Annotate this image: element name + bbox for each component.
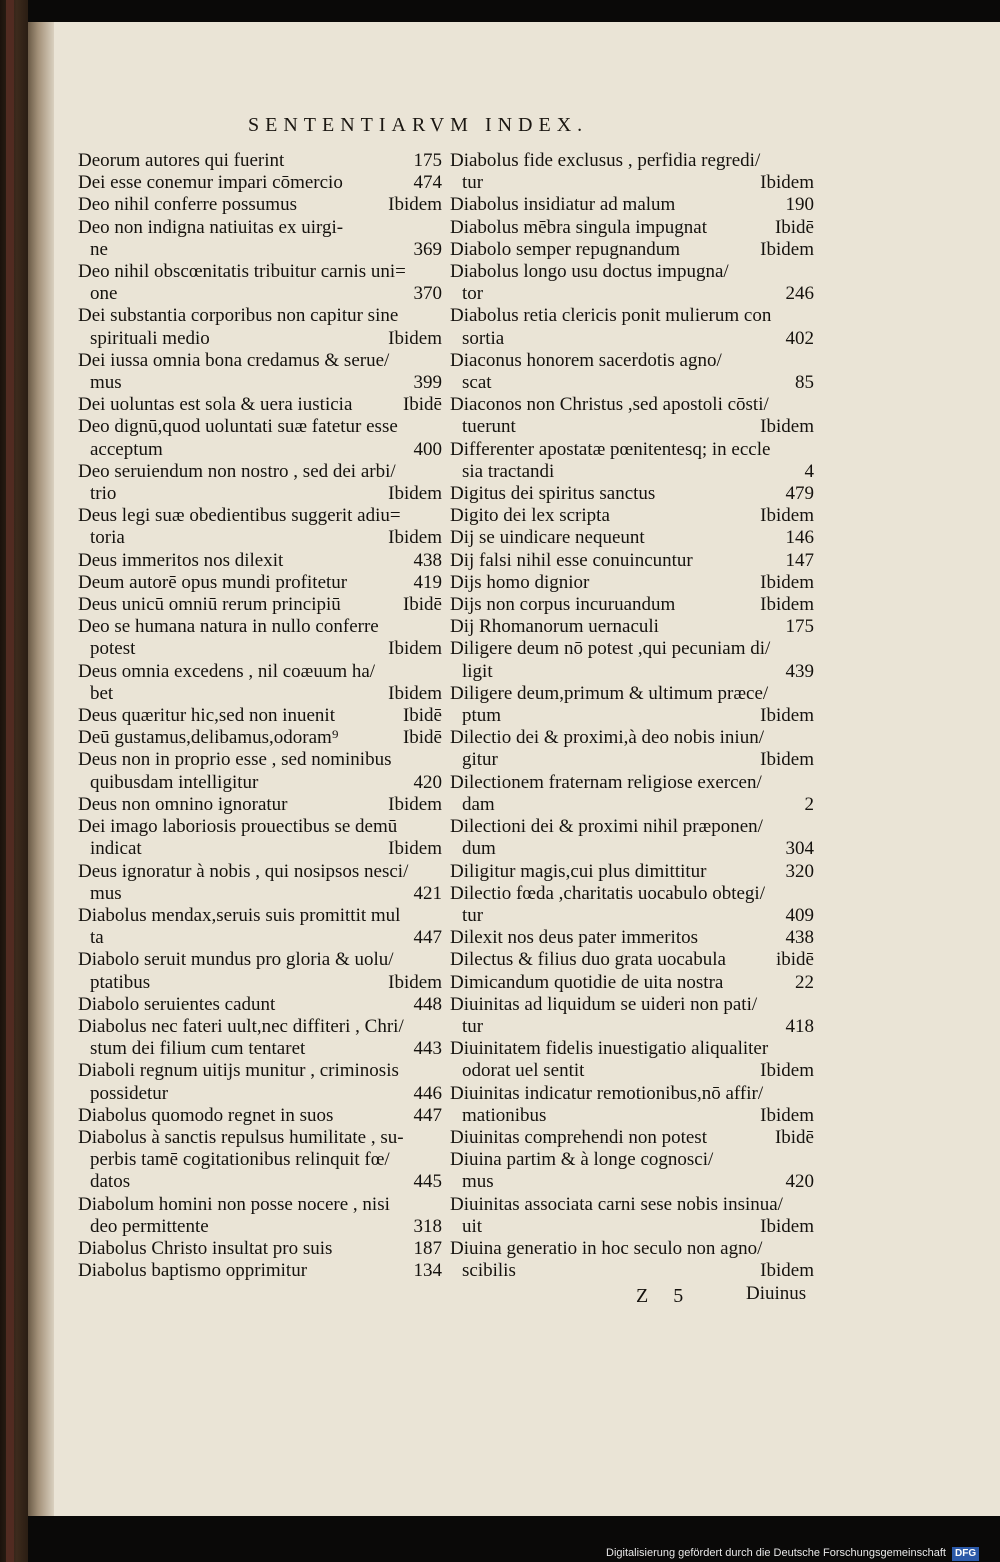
entry-page-ref: 421 bbox=[413, 882, 442, 904]
entry-text: Deus unicū omniū rerum principiū bbox=[78, 594, 341, 616]
entry-text: Differenter apostatæ pœnitentesq; in eccle bbox=[450, 438, 771, 460]
entry-text: Deus non in proprio esse , sed nominibus bbox=[78, 749, 392, 771]
entry-text: Deus ignoratur à nobis , qui nosipsos nesci/ bbox=[78, 860, 409, 882]
entry-page-ref: 474 bbox=[413, 172, 442, 194]
entry-text: Dei uoluntas est sola & uera iusticia bbox=[78, 394, 353, 416]
index-entry bbox=[78, 705, 442, 727]
entry-text: Diligitur magis,cui plus dimittitur bbox=[450, 860, 707, 882]
entry-page-ref: 438 bbox=[785, 927, 814, 949]
index-entry bbox=[450, 927, 814, 949]
entry-text: Dei esse conemur impari cōmercio bbox=[78, 172, 343, 194]
index-entry bbox=[450, 1238, 814, 1282]
entry-text: Dilectionem fraternam religiose exercen/ bbox=[450, 771, 762, 793]
entry-continuation: dum bbox=[462, 838, 496, 860]
entry-page-ref: Ibidem bbox=[760, 505, 814, 527]
entry-text: Diabolo seruientes cadunt bbox=[78, 993, 276, 1015]
entry-text: Deus omnia excedens , nil coæuum ha/ bbox=[78, 660, 376, 682]
entry-page-ref: Ibidem bbox=[760, 1260, 814, 1282]
index-entry bbox=[78, 949, 442, 993]
entry-page-ref: Ibidem bbox=[760, 416, 814, 438]
entry-page-ref: 85 bbox=[795, 372, 814, 394]
page-gutter bbox=[28, 22, 54, 1516]
entry-page-ref: Ibidem bbox=[388, 793, 442, 815]
index-entry bbox=[450, 239, 814, 261]
entry-continuation: quibusdam intelligitur bbox=[90, 771, 259, 793]
entry-text: Diabolo semper repugnandum bbox=[450, 238, 681, 260]
digitization-footer bbox=[606, 1544, 1000, 1562]
entry-text: Diuinitas indicatur remotionibus,nō affir/ bbox=[450, 1082, 764, 1104]
entry-page-ref: Ibidem bbox=[760, 571, 814, 593]
entry-page-ref: 175 bbox=[413, 150, 442, 171]
entry-text: Diaboli regnum uitijs munitur , criminosis bbox=[78, 1060, 399, 1082]
entry-continuation: perbis tamē cogitationibus relinquit fœ/ bbox=[90, 1149, 390, 1171]
entry-page-ref: Ibidem bbox=[388, 483, 442, 505]
entry-text: Dilectio dei & proximi,à deo nobis iniun/ bbox=[450, 727, 764, 749]
entry-page-ref: 439 bbox=[785, 660, 814, 682]
index-entry bbox=[450, 949, 814, 971]
index-entry bbox=[78, 394, 442, 416]
entry-text: Dilectio fœda ,charitatis uocabulo obtegi/ bbox=[450, 882, 765, 904]
index-entry bbox=[78, 261, 442, 305]
entry-continuation: one bbox=[90, 283, 118, 305]
index-entry bbox=[450, 439, 814, 483]
entry-text: Dij Rhomanorum uernaculi bbox=[450, 616, 659, 638]
entry-page-ref: Ibidem bbox=[760, 749, 814, 771]
entry-page-ref: Ibidem bbox=[760, 594, 814, 616]
index-entry bbox=[78, 305, 442, 349]
entry-text: Diuina partim & à longe cognosci/ bbox=[450, 1149, 714, 1171]
entry-page-ref: 146 bbox=[785, 527, 814, 549]
index-entry bbox=[450, 505, 814, 527]
entry-continuation: odorat uel sentit bbox=[462, 1060, 585, 1082]
entry-continuation: sortia bbox=[462, 327, 505, 349]
entry-continuation: ne bbox=[90, 238, 108, 260]
book-spine bbox=[0, 0, 28, 1562]
entry-text: Dimicandum quotidie de uita nostra bbox=[450, 971, 724, 993]
index-entry bbox=[450, 1149, 814, 1193]
index-entry bbox=[78, 1127, 442, 1194]
entry-text: Dei substantia corporibus non capitur sine bbox=[78, 305, 399, 327]
entry-continuation: ta bbox=[90, 927, 104, 949]
index-entry bbox=[78, 594, 442, 616]
entry-page-ref: 147 bbox=[785, 549, 814, 571]
entry-continuation: tur bbox=[462, 172, 484, 194]
entry-page-ref: 447 bbox=[413, 927, 442, 949]
index-entry bbox=[450, 305, 814, 349]
index-entry bbox=[450, 150, 814, 194]
index-entry bbox=[450, 350, 814, 394]
index-entry bbox=[450, 816, 814, 860]
index-entry bbox=[78, 905, 442, 949]
index-entry bbox=[78, 861, 442, 905]
entry-text: Diabolus baptismo opprimitur bbox=[78, 1260, 308, 1282]
index-entry bbox=[78, 550, 442, 572]
entry-page-ref: 448 bbox=[413, 993, 442, 1015]
index-entry bbox=[78, 661, 442, 705]
index-entry bbox=[450, 217, 814, 239]
entry-text: Dei iussa omnia bona credamus & serue/ bbox=[78, 349, 390, 371]
index-entry bbox=[450, 1083, 814, 1127]
entry-text: Deo se humana natura in nullo conferre bbox=[78, 616, 379, 638]
entry-continuation: tur bbox=[462, 1015, 484, 1037]
entry-continuation: trio bbox=[90, 483, 117, 505]
index-entry bbox=[450, 772, 814, 816]
entry-text: Dilexit nos deus pater immeritos bbox=[450, 927, 699, 949]
entry-page-ref: Ibidē bbox=[774, 1126, 814, 1148]
entry-continuation: tur bbox=[462, 904, 484, 926]
entry-text: Deus immeritos nos dilexit bbox=[78, 549, 284, 571]
entry-continuation: bet bbox=[90, 682, 114, 704]
index-entry bbox=[78, 1016, 442, 1060]
entry-text: Diligere deum,primum & ultimum præce/ bbox=[450, 682, 769, 704]
entry-page-ref: 175 bbox=[785, 616, 814, 638]
entry-text: Diabolus mendax,seruis suis promittit mul bbox=[78, 904, 401, 926]
entry-text: Diabolus retia clericis ponit mulierum con bbox=[450, 305, 772, 327]
index-entry bbox=[450, 261, 814, 305]
entry-continuation: scat bbox=[462, 372, 492, 394]
entry-page-ref: Ibidē bbox=[402, 705, 442, 727]
entry-continuation: ptum bbox=[462, 705, 502, 727]
entry-page-ref: 2 bbox=[804, 793, 814, 815]
entry-page-ref: Ibidem bbox=[388, 838, 442, 860]
entry-text: Diabolus insidiatur ad malum bbox=[450, 194, 676, 216]
entry-text: Diaconos non Christus ,sed apostoli cōsti/ bbox=[450, 394, 769, 416]
entry-text: Diuinitas comprehendi non potest bbox=[450, 1126, 707, 1148]
index-entry bbox=[450, 194, 814, 216]
index-entry bbox=[78, 217, 442, 261]
entry-page-ref: Ibidem bbox=[760, 1104, 814, 1126]
index-entry bbox=[450, 483, 814, 505]
entry-text: Diabolus à sanctis repulsus humilitate , su- bbox=[78, 1126, 404, 1148]
entry-continuation: ligit bbox=[462, 660, 493, 682]
entry-continuation: scibilis bbox=[462, 1260, 516, 1282]
index-entry bbox=[78, 749, 442, 793]
entry-text: Deum autorē opus mundi profitetur bbox=[78, 571, 348, 593]
entry-page-ref: Ibidem bbox=[760, 705, 814, 727]
index-entry bbox=[450, 1127, 814, 1149]
entry-text: Deū gustamus,delibamus,odoram⁹ bbox=[78, 727, 339, 749]
entry-text: Deus non omnino ignoratur bbox=[78, 793, 288, 815]
entry-text: Dijs homo dignior bbox=[450, 571, 590, 593]
index-entry bbox=[78, 1105, 442, 1127]
index-entry bbox=[78, 816, 442, 860]
entry-continuation: sia tractandi bbox=[462, 460, 555, 482]
entry-continuation: mus bbox=[90, 882, 122, 904]
entry-continuation: indicat bbox=[90, 838, 142, 860]
entry-page-ref: 318 bbox=[413, 1215, 442, 1237]
entry-text: Deus quæritur hic,sed non inuenit bbox=[78, 705, 335, 727]
entry-page-ref: 22 bbox=[795, 971, 814, 993]
index-entry bbox=[450, 861, 814, 883]
entry-continuation: uit bbox=[462, 1215, 483, 1237]
entry-continuation: potest bbox=[90, 638, 136, 660]
entry-text: Diaconus honorem sacerdotis agno/ bbox=[450, 349, 722, 371]
index-entry bbox=[450, 883, 814, 927]
entry-page-ref: 187 bbox=[413, 1237, 442, 1259]
entry-text: Dijs non corpus incuruandum bbox=[450, 594, 676, 616]
index-entry bbox=[450, 550, 814, 572]
entry-text: Deo seruiendum non nostro , sed dei arbi/ bbox=[78, 460, 396, 482]
index-entry bbox=[78, 994, 442, 1016]
entry-text: Diuinitas associata carni sese nobis insinua/ bbox=[450, 1193, 783, 1215]
entry-page-ref: Ibidē bbox=[402, 394, 442, 416]
entry-page-ref: 369 bbox=[413, 238, 442, 260]
entry-text: Diuinitatem fidelis inuestigatio aliqualiter bbox=[450, 1038, 769, 1060]
index-entry bbox=[450, 972, 814, 994]
index-entry bbox=[78, 794, 442, 816]
index-entry bbox=[78, 727, 442, 749]
entry-continuation: possidetur bbox=[90, 1082, 169, 1104]
index-entry bbox=[78, 505, 442, 549]
running-head: SENTENTIARVM INDEX. bbox=[248, 114, 589, 136]
entry-continuation: mationibus bbox=[462, 1104, 547, 1126]
index-entry bbox=[450, 394, 814, 438]
entry-page-ref: 400 bbox=[413, 438, 442, 460]
entry-text: Digito dei lex scripta bbox=[450, 505, 610, 527]
entry-text: Deo non indigna natiuitas ex uirgi- bbox=[78, 216, 344, 238]
entry-continuation: spirituali medio bbox=[90, 327, 210, 349]
entry-continuation: tor bbox=[462, 283, 484, 305]
entry-continuation: mus bbox=[462, 1171, 494, 1193]
entry-page-ref: Ibidē bbox=[774, 216, 814, 238]
entry-page-ref: 4 bbox=[804, 460, 814, 482]
entry-text: Deorum autores qui fuerint bbox=[78, 150, 285, 171]
entry-page-ref: 447 bbox=[413, 1104, 442, 1126]
entry-page-ref: 445 bbox=[413, 1171, 442, 1193]
digitization-note: Digitalisierung gefördert durch die Deutsche Forschungsgemeinschaft bbox=[606, 1547, 946, 1559]
entry-continuation: tuerunt bbox=[462, 416, 516, 438]
entry-page-ref: Ibidē bbox=[402, 727, 442, 749]
entry-page-ref: Ibidem bbox=[388, 971, 442, 993]
index-entry bbox=[450, 1038, 814, 1082]
entry-page-ref: Ibidem bbox=[760, 1215, 814, 1237]
index-entry bbox=[78, 194, 442, 216]
index-entry bbox=[450, 572, 814, 594]
entry-text: Dilectus & filius duo grata uocabula bbox=[450, 949, 726, 971]
entry-text: Diabolus mēbra singula impugnat bbox=[450, 216, 707, 238]
entry-page-ref: 190 bbox=[785, 194, 814, 216]
entry-page-ref: 320 bbox=[785, 860, 814, 882]
entry-continuation: mus bbox=[90, 372, 122, 394]
index-entry bbox=[450, 727, 814, 771]
index-entry bbox=[78, 1238, 442, 1260]
index-entry bbox=[450, 638, 814, 682]
entry-page-ref: Ibidem bbox=[760, 172, 814, 194]
index-entry bbox=[78, 172, 442, 194]
entry-page-ref: 399 bbox=[413, 372, 442, 394]
entry-text: Diuina generatio in hoc seculo non agno/ bbox=[450, 1237, 763, 1259]
entry-text: Dij falsi nihil esse conuincuntur bbox=[450, 549, 693, 571]
entry-text: Deus legi suæ obedientibus suggerit adiu= bbox=[78, 505, 401, 527]
entry-text: Dei imago laboriosis prouectibus se demū bbox=[78, 816, 398, 838]
spine-edge bbox=[6, 0, 14, 1562]
entry-text: Deo nihil conferre possumus bbox=[78, 194, 297, 216]
entry-page-ref: Ibidem bbox=[760, 1060, 814, 1082]
entry-continuation: deo permittente bbox=[90, 1215, 209, 1237]
entry-page-ref: 438 bbox=[413, 549, 442, 571]
entry-continuation: acceptum bbox=[90, 438, 163, 460]
entry-continuation: ptatibus bbox=[90, 971, 151, 993]
entry-text: Diabolus fide exclusus , perfidia regredi/ bbox=[450, 150, 761, 171]
entry-text: Diuinitas ad liquidum se uideri non pati/ bbox=[450, 993, 758, 1015]
entry-page-ref: Ibidem bbox=[760, 238, 814, 260]
entry-text: Diabolus quomodo regnet in suos bbox=[78, 1104, 334, 1126]
entry-page-ref: 479 bbox=[785, 483, 814, 505]
entry-page-ref: Ibidem bbox=[388, 682, 442, 704]
entry-text: Diabolus longo usu doctus impugna/ bbox=[450, 261, 729, 283]
entry-page-ref: 420 bbox=[413, 771, 442, 793]
index-entry bbox=[450, 527, 814, 549]
entry-page-ref: ibidē bbox=[776, 949, 814, 971]
entry-text: Diabolus nec fateri uult,nec diffiteri , Chri/ bbox=[78, 1015, 404, 1037]
entry-text: Diligere deum nō potest ,qui pecuniam di/ bbox=[450, 638, 771, 660]
entry-page-ref: 402 bbox=[785, 327, 814, 349]
signature-mark: Z 5 bbox=[636, 1285, 694, 1307]
index-entry bbox=[450, 683, 814, 727]
entry-text: Diabolus Christo insultat pro suis bbox=[78, 1237, 333, 1259]
entry-page-ref: 246 bbox=[785, 283, 814, 305]
entry-continuation: dam bbox=[462, 793, 495, 815]
entry-page-ref: Ibidem bbox=[388, 527, 442, 549]
index-entry bbox=[450, 1194, 814, 1238]
index-entry bbox=[78, 1260, 442, 1282]
entry-text: Diabolum homini non posse nocere , nisi bbox=[78, 1193, 390, 1215]
entry-text: Deo nihil obscœnitatis tribuitur carnis uni= bbox=[78, 261, 406, 283]
index-entry bbox=[78, 1194, 442, 1238]
dfg-logo: DFG bbox=[952, 1547, 979, 1561]
index-entry bbox=[450, 594, 814, 616]
entry-continuation: datos bbox=[90, 1171, 131, 1193]
entry-page-ref: 446 bbox=[413, 1082, 442, 1104]
index-entry bbox=[450, 616, 814, 638]
entry-continuation: gitur bbox=[462, 749, 498, 771]
index-entry bbox=[78, 616, 442, 660]
entry-text: Deo dignū,quod uoluntati suæ fatetur esse bbox=[78, 416, 398, 438]
entry-page-ref: 420 bbox=[785, 1171, 814, 1193]
index-column-right bbox=[450, 150, 814, 1282]
entry-continuation: stum dei filium cum tentaret bbox=[90, 1038, 306, 1060]
entry-continuation: toria bbox=[90, 527, 125, 549]
index-entry bbox=[78, 416, 442, 460]
index-entry bbox=[78, 150, 442, 172]
entry-page-ref: 134 bbox=[413, 1260, 442, 1282]
index-entry bbox=[78, 461, 442, 505]
entry-page-ref: 418 bbox=[785, 1015, 814, 1037]
entry-page-ref: 443 bbox=[413, 1038, 442, 1060]
entry-page-ref: 304 bbox=[785, 838, 814, 860]
catchword: Diuinus bbox=[746, 1283, 807, 1304]
entry-text: Digitus dei spiritus sanctus bbox=[450, 483, 656, 505]
entry-text: Dilectioni dei & proximi nihil præponen/ bbox=[450, 816, 763, 838]
entry-text: Dij se uindicare nequeunt bbox=[450, 527, 645, 549]
entry-page-ref: Ibidem bbox=[388, 638, 442, 660]
entry-page-ref: 409 bbox=[785, 904, 814, 926]
entry-page-ref: 370 bbox=[413, 283, 442, 305]
entry-page-ref: Ibidem bbox=[388, 327, 442, 349]
entry-page-ref: Ibidem bbox=[388, 194, 442, 216]
entry-page-ref: Ibidē bbox=[402, 594, 442, 616]
entry-page-ref: 419 bbox=[413, 571, 442, 593]
entry-text: Diabolo seruit mundus pro gloria & uolu/ bbox=[78, 949, 394, 971]
index-entry bbox=[450, 994, 814, 1038]
index-entry bbox=[78, 572, 442, 594]
index-entry bbox=[78, 350, 442, 394]
index-entry bbox=[78, 1060, 442, 1104]
index-column-left bbox=[78, 150, 442, 1282]
